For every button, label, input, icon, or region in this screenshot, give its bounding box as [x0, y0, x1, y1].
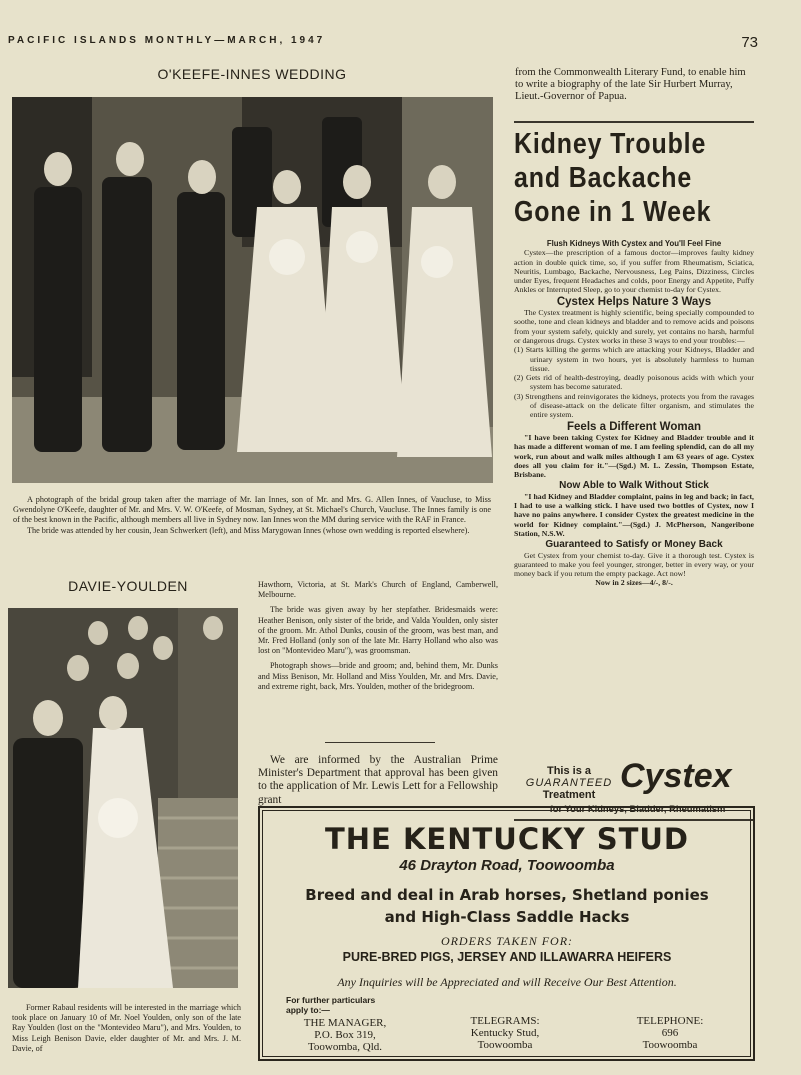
- kentucky-telegrams-label: TELEGRAMS:: [470, 1015, 540, 1027]
- cystex-sub-2: Feels a Different Woman: [567, 420, 701, 433]
- cystex-lead: Cystex—the prescription of a famous doctor—improves faulty kidney action in double quick time, so, if you suffer from Rheumatism, Sciatica, Neuritis, Lumbago, Backache, Nervousness, Leg Pains, Dizziness, Circles under Eyes, frequent Headaches and colds, poor Energy and Appetite, Puffy Ankles or Interrupted Sleep, go to your chemist to-day for Cystex.: [514, 248, 754, 295]
- okeefe-title: O'KEEFE-INNES WEDDING: [157, 66, 347, 82]
- cystex-testimonial-2: "I had Kidney and Bladder complaint, pains in leg and back; in fact, I had to use a walking stick. I have used two bottles of Cystex, now I have no pains anywhere. I consider Cystex the greatest medicine in the world for Kidney complaint."—(Sgd.) J. McPherson, Nangeribone Station, N.S.W.: [514, 491, 754, 538]
- kentucky-title: THE KENTUCKY STUD: [325, 822, 689, 856]
- kentucky-manager: [290, 1017, 400, 1053]
- kentucky-line-2: and High-Class Saddle Hacks: [384, 908, 630, 926]
- cystex-badge-1: This is a: [546, 765, 592, 777]
- cystex-badge: [519, 765, 619, 801]
- kentucky-inquiries: Any Inquiries will be Appreciated and will Receive Our Best Attention.: [337, 975, 677, 989]
- cystex-sub-1: Cystex Helps Nature 3 Ways: [556, 295, 712, 308]
- okeefe-caption-2: The bride was attended by her cousin, Jean Schwerkert (left), and Miss Marygowan Innes (whose own wedding is reported elsewhere).: [27, 525, 470, 535]
- cystex-badge-2: GUARANTEED: [525, 777, 613, 789]
- okeefe-caption: [13, 495, 491, 536]
- davie-column: [258, 580, 498, 697]
- cystex-sizes: Now in 2 sizes—4/-, 8/-.: [595, 578, 673, 588]
- kentucky-line-1: Breed and deal in Arab horses, Shetland ponies: [305, 886, 709, 904]
- kentucky-telephone-1: 696: [661, 1027, 679, 1039]
- page-number: 73: [741, 34, 758, 51]
- davie-column-p2: The bride was given away by her stepfather. Bridesmaids were: Heather Benison, only sister of the bride, and Valda Youlden, only sister of the groom. Mr. Athol Dunks, cousin of the groom, was best man, and Mr. Fred Holland (only son of the late Mr. Harry Holland who also was lost on "Montevideo Maru"), was groomsman.: [258, 605, 498, 656]
- kentucky-contact-1: THE MANAGER,: [303, 1017, 387, 1029]
- cystex-guarantee: Get Cystex from your chemist to-day. Give it a thorough test. Cystex is guaranteed to make you feel younger, stronger, better in every way, or your money back if you return the empty package. Act now!: [514, 550, 754, 579]
- ad-top-rule: [514, 121, 754, 123]
- okeefe-caption-1: A photograph of the bridal group taken after the marriage of Mr. Ian Innes, son of Mr. and Mrs. G. Allen Innes, of Vaucluse, to Miss Gwendolyne O'Keefe, daughter of Mr. and Mrs. V. W. O'Keefe, of Mosman, Sydney, at St. Michael's Church, Vaucluse. The Innes family is one of the best known in the Pacific, although members all live in Sydney now. Ian Innes won the MM during service with the RAF in France.: [13, 495, 491, 525]
- davie-wedding-photo: [8, 608, 238, 988]
- okeefe-wedding-photo: [12, 97, 493, 483]
- kentucky-further-2: apply to:—: [286, 1005, 330, 1015]
- cystex-lead-bold: Flush Kidneys With Cystex and You'll Feel Fine: [546, 239, 722, 248]
- cystex-sub-3: Now Able to Walk Without Stick: [559, 480, 709, 492]
- davie-title: DAVIE-YOULDEN: [68, 578, 188, 594]
- kentucky-address: 46 Drayton Road, Toowoomba: [399, 857, 615, 874]
- kentucky-pigs: PURE-BRED PIGS, JERSEY AND ILLAWARRA HEIFERS: [342, 950, 672, 964]
- cystex-tagline: for Your Kidneys, Bladder, Rheumatism: [549, 803, 726, 814]
- cystex-brand-logo: Cystex: [620, 757, 732, 795]
- cystex-headline-1: Kidney Trouble: [514, 128, 707, 160]
- cystex-headline: [514, 127, 755, 229]
- cystex-body: [514, 239, 754, 588]
- cystex-headline-2: and Backache: [514, 162, 693, 194]
- kentucky-orders: ORDERS TAKEN FOR:: [440, 934, 574, 948]
- kentucky-contact-2: P.O. Box 319,: [314, 1029, 376, 1041]
- cystex-sub-4: Guaranteed to Satisfy or Money Back: [545, 539, 723, 551]
- cystex-body-1: The Cystex treatment is highly scientific, being specially compounded to soothe, tone and clean kidneys and bladder and to remove acids and poisons from your system safely, quickly and surely, yet contains no harsh, harmful or dangerous drugs. Cystex works in these 3 ways to end your troubles:—: [514, 308, 754, 345]
- divider: [325, 742, 435, 743]
- cystex-testimonial-1: "I have been taking Cystex for Kidney and Bladder trouble and it has made a different woman of me. I am feeling splendid, can do all my work, run about and walk miles although I am 63 years of age. Cystex does all you claim for it."—(Sgd.) M. L. Zessin, Thompson Estate, Brisbane.: [514, 432, 754, 480]
- cystex-headline-3: Gone in 1 Week: [514, 196, 712, 228]
- kentucky-telegrams: [450, 1015, 560, 1051]
- davie-column-p3: Photograph shows—bride and groom; and, behind them, Mr. Dunks and Miss Benison, Mr. Holland and Miss Youlden, Mr. and Mrs. Davie, and extreme right, back, Mrs. Youlden, mother of the bridegroom.: [258, 661, 498, 691]
- kentucky-further: [286, 995, 375, 1015]
- kentucky-further-1: For further particulars: [286, 995, 376, 1005]
- running-head: PACIFIC ISLANDS MONTHLY—MARCH, 1947: [8, 35, 326, 46]
- kentucky-telephone: [615, 1015, 725, 1051]
- kentucky-telephone-2: Toowoomba: [642, 1039, 698, 1051]
- fellowship-continued: from the Commonwealth Literary Fund, to enable him to write a biography of the late Sir Hurbert Murray, Lieut.-Governor of Papua.: [515, 67, 746, 102]
- cystex-item-1: (1) Starts killing the germs which are attacking your Kidneys, Bladder and urinary system in two hours, yet is absolutely harmless to human tissue.: [514, 345, 754, 373]
- davie-column-p1: Hawthorn, Victoria, at St. Mark's Church of England, Camberwell, Melbourne.: [258, 580, 498, 600]
- cystex-item-3: (3) Strengthens and reinvigorates the kidneys, protects you from the ravages of disease-attack on the delicate filter organism, and stimulates the entire system.: [514, 391, 754, 420]
- cystex-badge-3: Treatment: [542, 789, 596, 801]
- cystex-ad: [514, 127, 754, 588]
- davie-caption: [12, 1003, 241, 1054]
- kentucky-contact-3: Toowomba, Qld.: [307, 1041, 383, 1053]
- fellowship-text: We are informed by the Australian Prime Minister's Department that approval has been given to the application of Mr. Lewis Lett for a Fellowship grant: [258, 754, 498, 806]
- davie-caption-text: Former Rabaul residents will be interested in the marriage which took place on January 10 of Mr. Noel Youlden, only son of the late Ray Youlden (lost on the "Montevideo Maru"), and Mrs. Youlden, to Miss Leigh Benison Davie, elder daughter of Mr. and Mrs. J. M. Davie, of: [12, 1003, 241, 1053]
- cystex-item-2: (2) Gets rid of health-destroying, deadly poisonous acids with which your system has become saturated.: [514, 373, 754, 392]
- kentucky-telegrams-1: Kentucky Stud,: [470, 1027, 540, 1039]
- kentucky-breeds: [262, 884, 752, 928]
- kentucky-telephone-label: TELEPHONE:: [636, 1015, 704, 1027]
- kentucky-telegrams-2: Toowoomba: [477, 1039, 533, 1051]
